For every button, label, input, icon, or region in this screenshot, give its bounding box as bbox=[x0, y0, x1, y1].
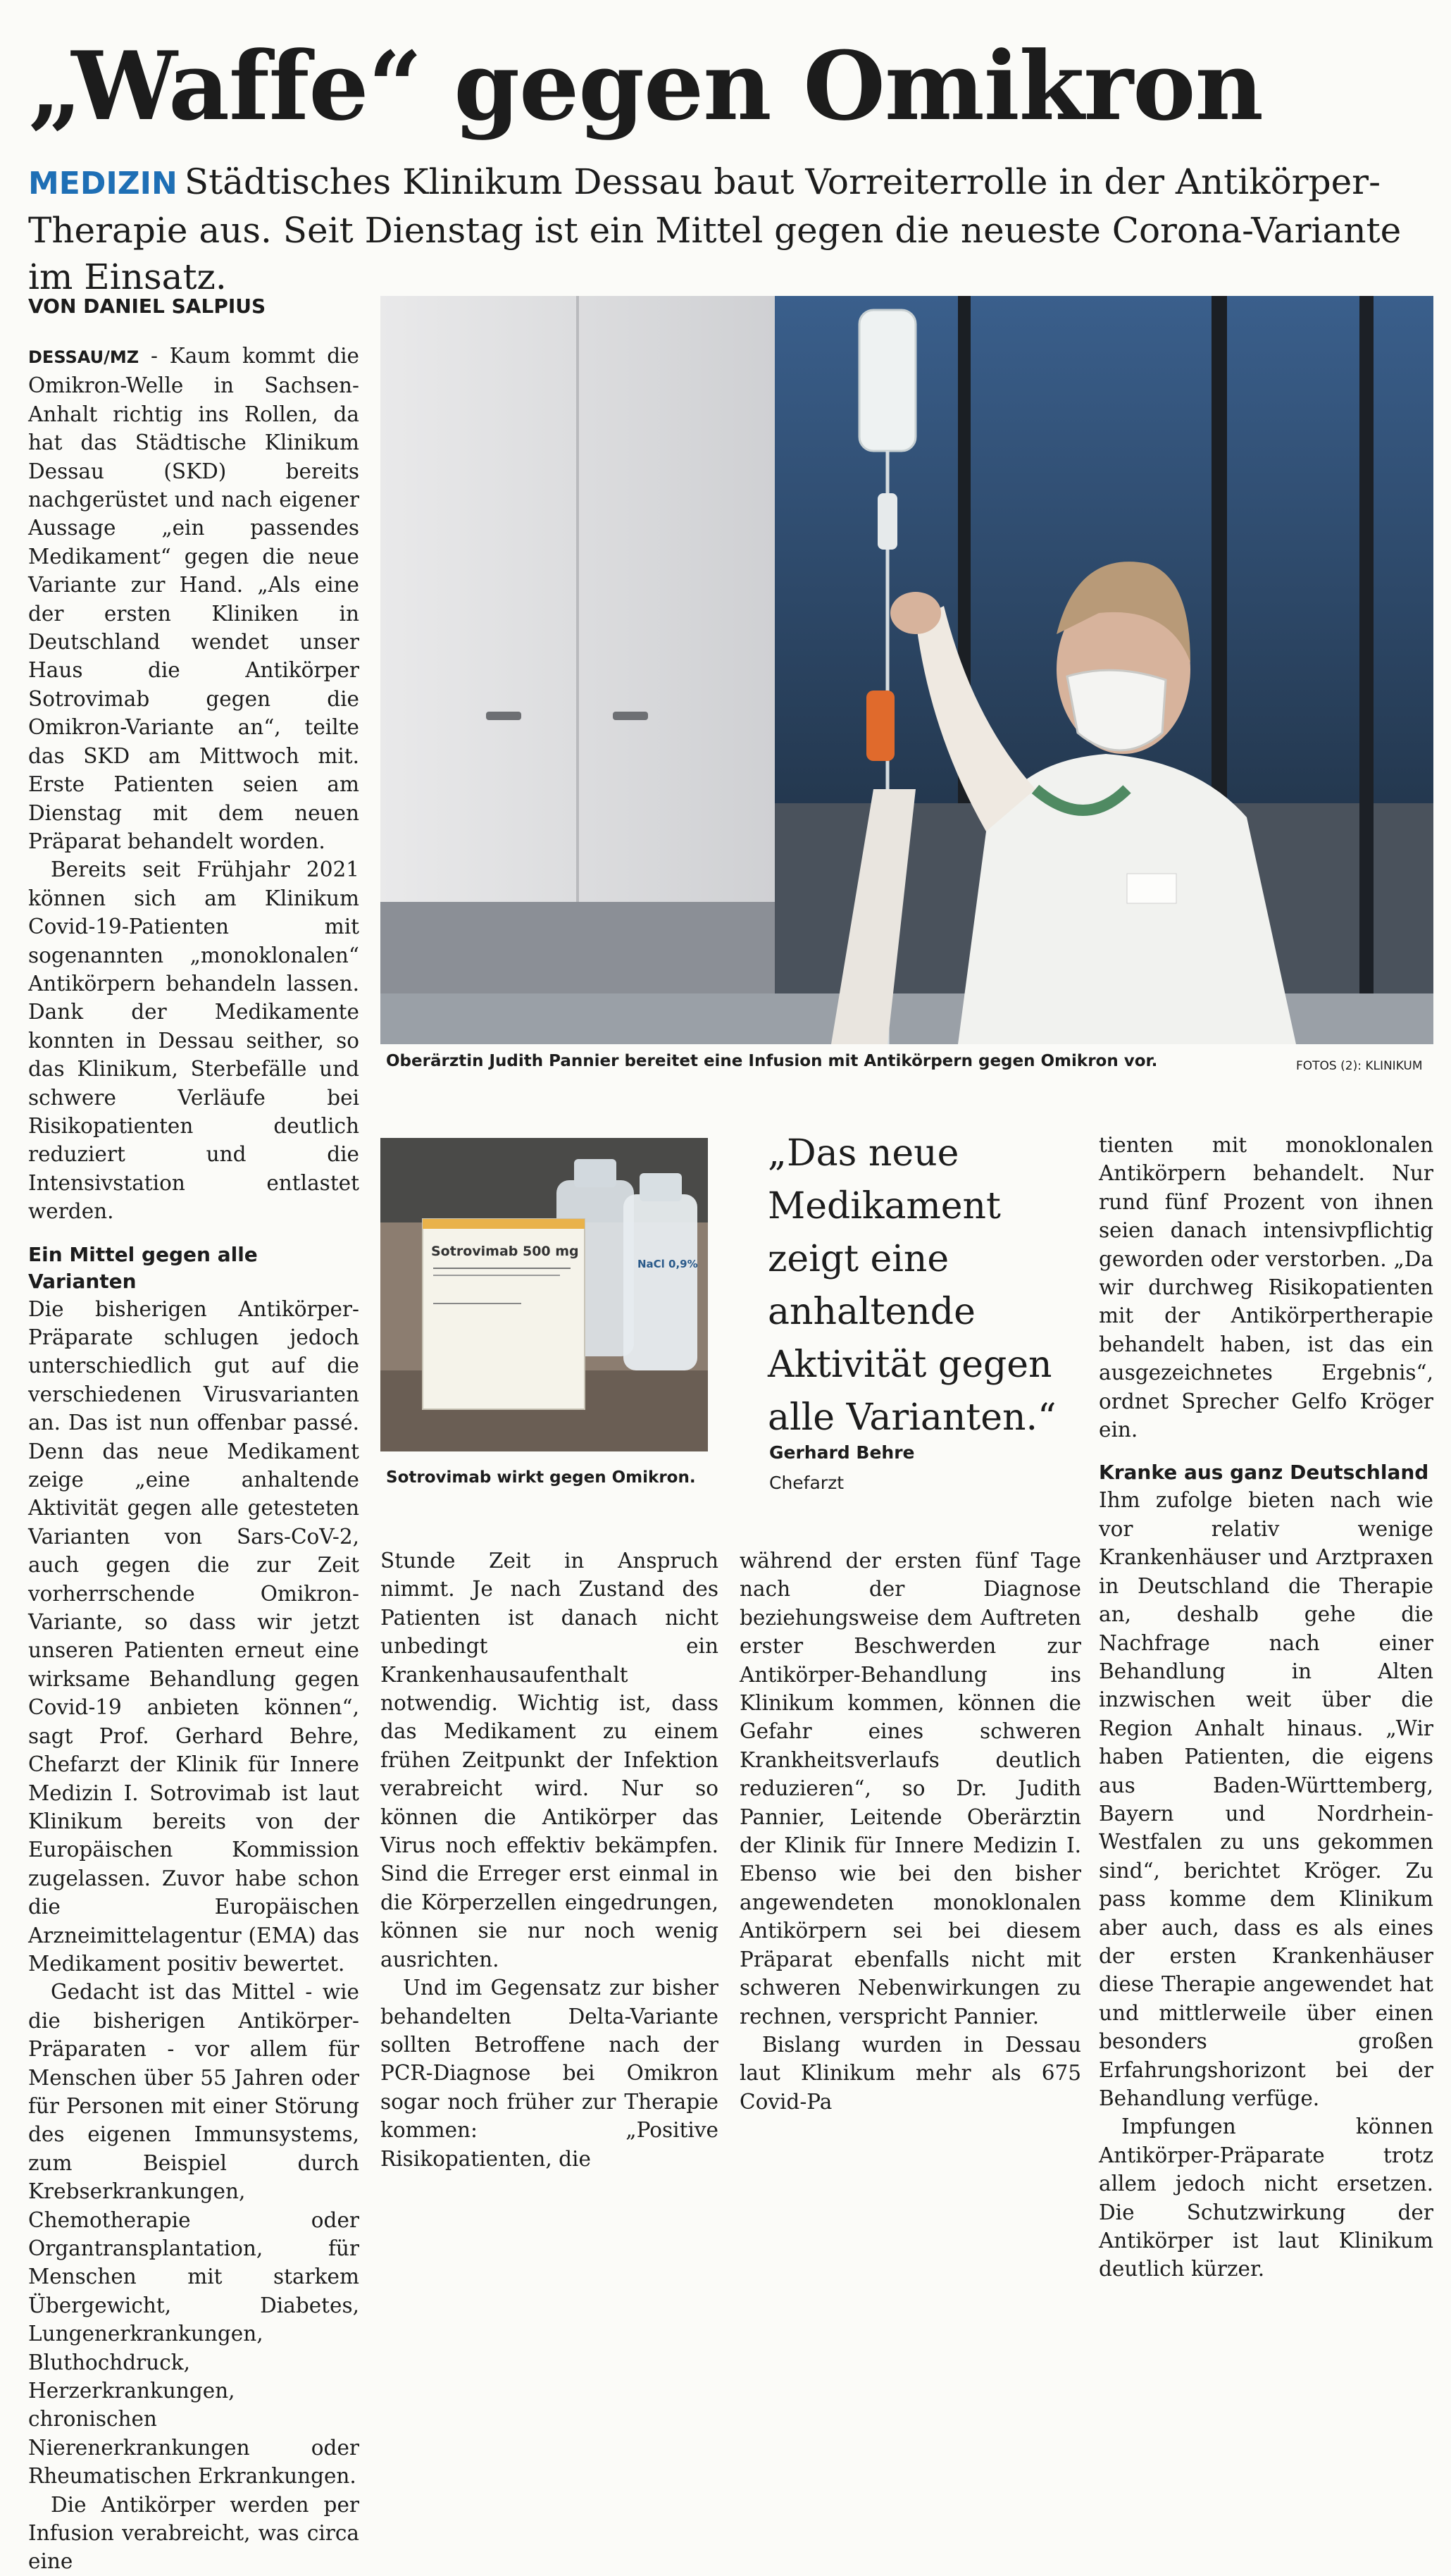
paragraph-text: - Kaum kommt die Omikron-Welle in Sachsen-Anhalt richtig ins Rollen, da hat das Städtische Klinikum Dessau (SKD) bereits nachgerüstet und nach eigener Aussage „ein passendes Medikament“ gegen die neue Variante zur Hand. „Als eine der ersten Kliniken in Deutschland wendet unser Haus die Antikörper Sotrovimab gegen die Omikron-Variante an“, teilte das SKD am Mittwoch mit. Erste Patienten seien am Dienstag mit dem neuen Präparat behandelt worden. bbox=[28, 344, 359, 853]
medication-box-label: Sotrovimab 500 mg bbox=[431, 1244, 579, 1259]
deck-text: Städtisches Klinikum Dessau baut Vorreiterrolle in der Antikörper-Therapie aus. Seit Dienstag ist ein Mittel gegen die neueste Corona-Variante im Einsatz. bbox=[28, 161, 1402, 297]
photo-medication bbox=[380, 1138, 708, 1451]
caption-main-photo: Oberärztin Judith Pannier bereitet eine Infusion mit Antikörpern gegen Omikron vor. bbox=[386, 1052, 1158, 1070]
article-column-2 bbox=[380, 1547, 718, 2171]
photo-medication-illustration bbox=[380, 1138, 708, 1451]
photo-doctor-infusion bbox=[380, 296, 1433, 1044]
pull-quote: „Das neue Medikament zeigt eine anhaltende Aktivität gegen alle Varianten.“ bbox=[768, 1132, 1057, 1439]
quote-role: Chefarzt bbox=[769, 1473, 845, 1493]
article-column-1 bbox=[28, 342, 359, 2574]
dateline: DESSAU/MZ bbox=[28, 347, 139, 367]
paragraph: während der ersten fünf Tage nach der Diagnose beziehungsweise dem Auftreten erster Beschwerden zur Antikörper-Behandlung ins Klinikum kommen, können die Gefahr eines schweren Krankheitsverlaufs deutlich reduzieren“, so Dr. Judith Pannier, Leitende Oberärztin der Klinik für Innere Medizin I. Ebenso wie bei den bisher angewendeten monoklonalen Antikörpern sei bei diesem Präparat ebenfalls nicht mit schweren Nebenwirkungen zu rechnen, verspricht Pannier. bbox=[740, 1549, 1081, 2029]
paragraph bbox=[28, 342, 359, 855]
bottle-label: NaCl 0,9% bbox=[637, 1258, 698, 1270]
photo-doctor-infusion-illustration bbox=[380, 296, 1433, 1044]
paragraph: Ihm zufolge bieten nach wie vor relativ wenige Krankenhäuser und Arztpraxen in Deutschland die Therapie an, deshalb gehe die Nachfrage nach einer Behandlung in Alten inzwischen weit über die Region Anhalt hinaus. „Wir haben Patienten, die eigens aus Baden-Württemberg, Bayern und Nordrhein-Westfalen zu uns gekommen sind“, berichtet Kröger. Zu pass komme dem Klinikum aber auch, dass es als eines der ersten Krankenhäuser diese Therapie angewendet hat und mittlerweile über einen besonders großen Erfahrungshorizont bei der Behandlung verfüge. bbox=[1099, 1488, 1433, 2110]
paragraph: Die Antikörper werden per Infusion verabreicht, was circa eine bbox=[28, 2492, 359, 2574]
quote-author: Gerhard Behre bbox=[769, 1442, 915, 1463]
paragraph: Bereits seit Frühjahr 2021 können sich am Klinikum Covid-19-Patienten mit sogenannten „monoklonalen“ Antikörpern behandeln lassen. Dank der Medikamente konnten in Dessau seither, so das Klinikum, Sterbefälle und schwere Verläufe bei Risikopatienten deutlich reduziert und die Intensivstation entlastet werden. bbox=[28, 857, 359, 1224]
byline: VON DANIEL SALPIUS bbox=[28, 295, 266, 318]
headline: „Waffe“ gegen Omikron bbox=[28, 30, 1263, 142]
deck-kicker: MEDIZIN bbox=[28, 166, 178, 202]
paragraph: Bislang wurden in Dessau laut Klinikum mehr als 675 Covid-Pa bbox=[740, 2032, 1081, 2114]
subhead-varianten: Ein Mittel gegen alle Varianten bbox=[28, 1242, 258, 1293]
paragraph: Impfungen können Antikörper-Präparate trotz allem jedoch nicht ersetzen. Die Schutzwirkung der Antikörper ist laut Klinikum deutlich kürzer. bbox=[1099, 2114, 1433, 2281]
paragraph: Die bisherigen Antikörper-Präparate schlugen jedoch unterschiedlich gut auf die verschiedenen Virusvarianten an. Das ist nun offenbar passé. Denn das neue Medikament zeige „eine anhaltende Aktivität gegen alle getesteten Varianten von Sars-CoV-2, auch gegen die zur Zeit vorherrschende Omikron-Variante, so dass wir jetzt unseren Patienten erneut eine wirksame Behandlung gegen Covid-19 anbieten können“, sagt Prof. Gerhard Behre, Chefarzt der Klinik für Innere Medizin I. Sotrovimab ist laut Klinikum bereits von der Europäischen Kommission zugelassen. Zuvor habe schon die Europäischen Arzneimittelagentur (EMA) das Medikament positiv bewertet. bbox=[28, 1296, 359, 1976]
paragraph: Stunde Zeit in Anspruch nimmt. Je nach Zustand des Patienten ist danach nicht unbedingt ein Krankenhausaufenthalt notwendig. Wichtig ist, dass das Medikament zu einem frühen Zeitpunkt der Infektion verabreicht wird. Nur so können die Antikörper das Virus noch effektiv bekämpfen. Sind die Erreger erst einmal in die Körperzellen eingedrungen, können sie nur noch wenig ausrichten. bbox=[380, 1549, 718, 1971]
subhead-deutschland: Kranke aus ganz Deutschland bbox=[1099, 1461, 1429, 1485]
article-column-3 bbox=[740, 1547, 1081, 2114]
article-column-4 bbox=[1099, 1131, 1433, 2281]
paragraph: tienten mit monoklonalen Antikörpern behandelt. Nur rund fünf Prozent von ihnen seien danach intensivpflichtig geworden oder verstorben. „Da wir durchweg Risikopatienten mit der Antikörpertherapie behandelt haben, ist das ein ausgezeichnetes Ergebnis“, ordnet Sprecher Gelfo Kröger ein. bbox=[1099, 1133, 1433, 1442]
caption-small-photo: Sotrovimab wirkt gegen Omikron. bbox=[386, 1468, 696, 1487]
deck bbox=[28, 159, 1430, 300]
photo-credit: FOTOS (2): KLINIKUM bbox=[1296, 1059, 1423, 1073]
paragraph: Und im Gegensatz zur bisher behandelten Delta-Variante sollten Betroffene nach der PCR-Diagnose bei Omikron sogar noch früher zur Therapie kommen: „Positive Risikopatienten, die bbox=[380, 1976, 718, 2171]
paragraph: Gedacht ist das Mittel - wie die bisherigen Antikörper-Präparaten - vor allem für Menschen über 55 Jahren oder für Personen mit einer Störung des eigenen Immunsystems, zum Beispiel durch Krebserkrankungen, Chemotherapie oder Organtransplantation, für Menschen mit starkem Übergewicht, Diabetes, Lungenerkrankungen, Bluthochdruck, Herzerkrankungen, chronischen Nierenerkrankungen oder Rheumatischen Erkrankungen. bbox=[28, 1980, 359, 2489]
